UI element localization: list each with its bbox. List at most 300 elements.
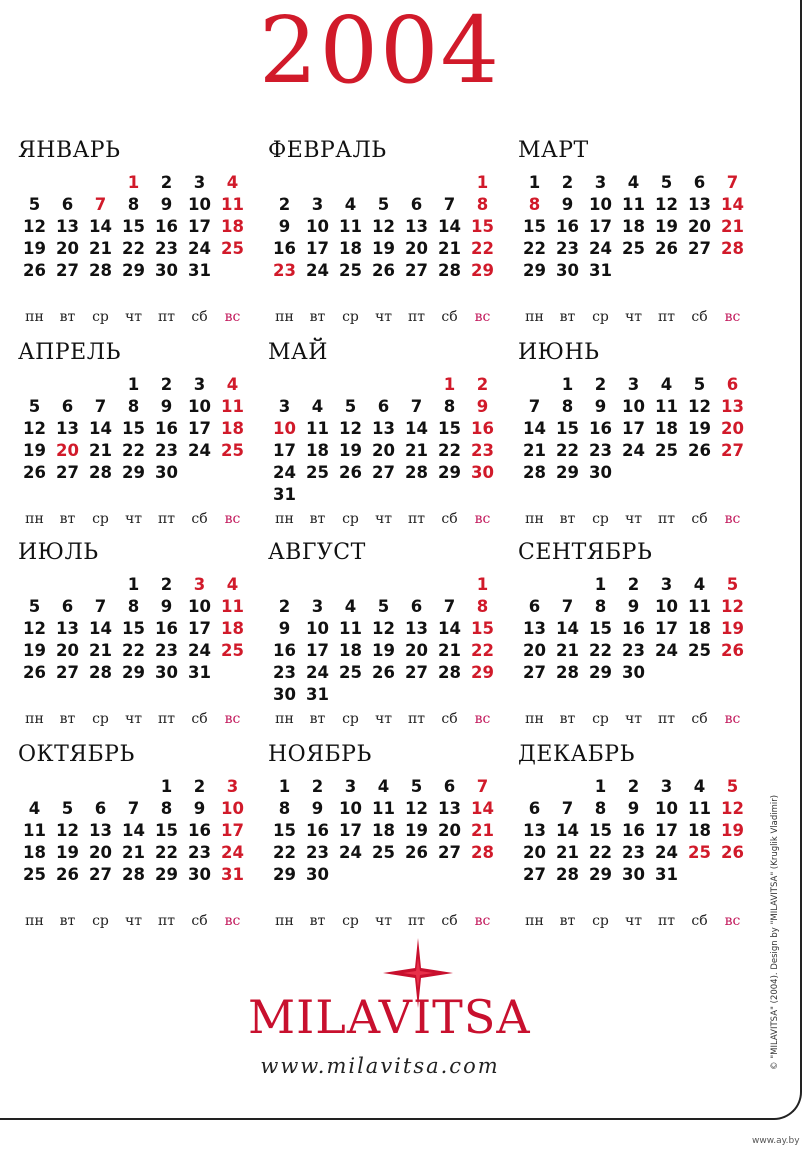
week-row <box>268 798 504 820</box>
weekday-label: вс <box>724 913 741 929</box>
day-cell: 24 <box>306 261 329 280</box>
day-cell: 4 <box>28 799 41 818</box>
weekday-label: ср <box>342 711 359 727</box>
weekday-label: сб <box>191 511 208 527</box>
weekday-label: ср <box>92 511 109 527</box>
day-cell: 22 <box>589 843 612 862</box>
day-cell: 25 <box>622 239 645 258</box>
month-day-grid <box>268 776 504 929</box>
day-cell: 16 <box>155 619 178 638</box>
weekday-label: вт <box>559 913 576 929</box>
day-cell: 29 <box>122 261 145 280</box>
day-cell: 10 <box>589 195 612 214</box>
day-cell: 5 <box>410 777 423 796</box>
day-cell: 15 <box>471 217 494 236</box>
day-cell: 25 <box>372 843 395 862</box>
day-cell: 17 <box>655 619 678 638</box>
weekday-label: вс <box>474 913 491 929</box>
month-day-grid <box>18 172 254 325</box>
day-cell: 14 <box>122 821 145 840</box>
day-cell: 16 <box>306 821 329 840</box>
day-cell: 26 <box>721 843 744 862</box>
day-cell: 3 <box>193 173 206 192</box>
day-cell: 28 <box>438 261 461 280</box>
day-cell: 21 <box>89 441 112 460</box>
day-cell: 26 <box>23 261 46 280</box>
day-cell: 20 <box>523 843 546 862</box>
day-cell: 6 <box>443 777 456 796</box>
month-name: АПРЕЛЬ <box>18 340 121 365</box>
day-cell: 1 <box>127 173 140 192</box>
day-cell: 12 <box>688 397 711 416</box>
weekday-label: вт <box>59 511 76 527</box>
day-cell: 2 <box>594 375 607 394</box>
weekday-label: чт <box>624 913 642 929</box>
week-row <box>268 574 504 596</box>
year-title: 2004 <box>258 0 502 104</box>
weekday-labels-row <box>268 308 504 330</box>
day-cell: 25 <box>688 641 711 660</box>
day-cell: 3 <box>311 597 324 616</box>
day-cell: 9 <box>627 799 640 818</box>
weekday-label: пт <box>657 511 676 527</box>
weekday-label: ср <box>92 309 109 325</box>
weekday-labels-row <box>268 912 504 934</box>
weekday-labels-row <box>18 912 254 934</box>
weekday-label: пн <box>25 309 44 325</box>
day-cell: 23 <box>188 843 211 862</box>
day-cell: 27 <box>56 261 79 280</box>
weekday-label: вт <box>559 711 576 727</box>
day-cell: 30 <box>589 463 612 482</box>
weekday-label: чт <box>124 309 142 325</box>
week-row <box>268 396 504 418</box>
day-cell: 17 <box>306 641 329 660</box>
day-cell: 11 <box>339 619 362 638</box>
day-cell: 19 <box>372 641 395 660</box>
day-cell: 11 <box>372 799 395 818</box>
day-cell: 16 <box>589 419 612 438</box>
day-cell: 15 <box>273 821 296 840</box>
day-cell: 3 <box>660 777 673 796</box>
day-cell: 28 <box>89 463 112 482</box>
day-cell: 15 <box>589 821 612 840</box>
day-cell: 26 <box>405 843 428 862</box>
day-cell: 31 <box>188 261 211 280</box>
day-cell: 24 <box>188 239 211 258</box>
month-block <box>18 340 258 540</box>
weekday-label: сб <box>441 913 458 929</box>
day-cell: 10 <box>306 619 329 638</box>
day-cell: 3 <box>193 375 206 394</box>
week-row <box>268 618 504 640</box>
day-cell: 16 <box>155 217 178 236</box>
weekday-labels-row <box>18 308 254 330</box>
weekday-label: вт <box>309 913 326 929</box>
day-cell: 14 <box>556 619 579 638</box>
month-block <box>18 138 258 338</box>
day-cell: 28 <box>471 843 494 862</box>
day-cell: 24 <box>188 641 211 660</box>
day-cell: 28 <box>89 663 112 682</box>
day-cell: 2 <box>627 777 640 796</box>
day-cell: 4 <box>226 173 239 192</box>
day-cell: 6 <box>726 375 739 394</box>
weekday-labels-row <box>18 510 254 532</box>
day-cell: 31 <box>589 261 612 280</box>
week-row <box>18 798 254 820</box>
day-cell: 21 <box>122 843 145 862</box>
weekday-label: пн <box>275 711 294 727</box>
day-cell: 27 <box>405 663 428 682</box>
day-cell: 17 <box>622 419 645 438</box>
watermark: www.ay.by <box>752 1136 800 1146</box>
day-cell: 30 <box>306 865 329 884</box>
day-cell: 26 <box>721 641 744 660</box>
week-row <box>18 238 254 260</box>
day-cell: 2 <box>160 173 173 192</box>
day-cell: 6 <box>61 397 74 416</box>
day-cell: 30 <box>622 865 645 884</box>
day-cell: 8 <box>160 799 173 818</box>
day-cell: 13 <box>56 217 79 236</box>
day-cell: 17 <box>188 217 211 236</box>
weekday-label: ср <box>92 913 109 929</box>
day-cell: 2 <box>160 575 173 594</box>
day-cell: 30 <box>155 463 178 482</box>
day-cell: 18 <box>23 843 46 862</box>
weekday-label: пт <box>407 711 426 727</box>
weekday-label: вт <box>59 913 76 929</box>
week-row <box>268 684 504 706</box>
day-cell: 11 <box>339 217 362 236</box>
weekday-labels-row <box>268 510 504 532</box>
day-cell: 17 <box>188 619 211 638</box>
weekday-label: вс <box>224 913 241 929</box>
day-cell: 19 <box>688 419 711 438</box>
weekday-label: вс <box>474 309 491 325</box>
week-row <box>518 864 754 886</box>
week-row <box>518 396 754 418</box>
day-cell: 13 <box>523 821 546 840</box>
day-cell: 23 <box>306 843 329 862</box>
day-cell: 25 <box>23 865 46 884</box>
day-cell: 24 <box>188 441 211 460</box>
week-row <box>18 260 254 282</box>
month-name: МАРТ <box>518 138 589 163</box>
weekday-label: вс <box>724 511 741 527</box>
weekday-label: ср <box>592 711 609 727</box>
day-cell: 4 <box>693 575 706 594</box>
weekday-label: пн <box>525 913 544 929</box>
day-cell: 3 <box>594 173 607 192</box>
weekday-label: пн <box>275 309 294 325</box>
day-cell: 3 <box>627 375 640 394</box>
day-cell: 13 <box>405 619 428 638</box>
day-cell: 28 <box>556 663 579 682</box>
month-block <box>268 540 508 740</box>
day-cell: 18 <box>655 419 678 438</box>
week-row <box>18 574 254 596</box>
day-cell: 4 <box>311 397 324 416</box>
day-cell: 22 <box>589 641 612 660</box>
day-cell: 5 <box>377 195 390 214</box>
day-cell: 6 <box>94 799 107 818</box>
weekday-label: ср <box>592 511 609 527</box>
week-row <box>268 238 504 260</box>
weekday-label: вт <box>309 309 326 325</box>
day-cell: 11 <box>306 419 329 438</box>
day-cell: 24 <box>339 843 362 862</box>
day-cell: 9 <box>561 195 574 214</box>
week-row <box>518 618 754 640</box>
week-row <box>268 194 504 216</box>
day-cell: 4 <box>226 575 239 594</box>
week-row <box>18 640 254 662</box>
day-cell: 24 <box>655 641 678 660</box>
week-row <box>18 618 254 640</box>
day-cell: 16 <box>622 619 645 638</box>
weekday-label: вс <box>224 309 241 325</box>
month-day-grid <box>18 374 254 527</box>
day-cell: 28 <box>122 865 145 884</box>
day-cell: 11 <box>221 397 244 416</box>
day-cell: 20 <box>56 441 79 460</box>
day-cell: 5 <box>726 575 739 594</box>
day-cell: 28 <box>523 463 546 482</box>
weekday-label: вс <box>224 711 241 727</box>
month-block <box>518 340 758 540</box>
day-cell: 9 <box>476 397 489 416</box>
day-cell: 6 <box>528 799 541 818</box>
day-cell: 25 <box>339 663 362 682</box>
day-cell: 18 <box>622 217 645 236</box>
day-cell: 26 <box>372 261 395 280</box>
weekday-label: пт <box>157 511 176 527</box>
day-cell: 6 <box>528 597 541 616</box>
day-cell: 2 <box>193 777 206 796</box>
weekday-labels-row <box>518 308 754 330</box>
day-cell: 19 <box>23 239 46 258</box>
day-cell: 1 <box>160 777 173 796</box>
weekday-label: вс <box>474 711 491 727</box>
day-cell: 12 <box>655 195 678 214</box>
day-cell: 12 <box>56 821 79 840</box>
day-cell: 3 <box>311 195 324 214</box>
day-cell: 8 <box>476 597 489 616</box>
weekday-label: пн <box>525 511 544 527</box>
day-cell: 18 <box>306 441 329 460</box>
day-cell: 4 <box>226 375 239 394</box>
day-cell: 30 <box>556 261 579 280</box>
day-cell: 23 <box>273 261 296 280</box>
day-cell: 29 <box>471 663 494 682</box>
day-cell: 16 <box>273 239 296 258</box>
day-cell: 7 <box>127 799 140 818</box>
week-row <box>518 260 754 282</box>
month-day-grid <box>518 574 754 727</box>
day-cell: 6 <box>410 597 423 616</box>
day-cell: 31 <box>188 663 211 682</box>
week-row <box>268 776 504 798</box>
day-cell: 9 <box>160 597 173 616</box>
month-name: МАЙ <box>268 340 328 365</box>
day-cell: 15 <box>122 619 145 638</box>
month-name: ОКТЯБРЬ <box>18 742 135 767</box>
day-cell: 19 <box>23 441 46 460</box>
day-cell: 26 <box>56 865 79 884</box>
day-cell: 9 <box>627 597 640 616</box>
weekday-labels-row <box>18 710 254 732</box>
day-cell: 26 <box>372 663 395 682</box>
day-cell: 26 <box>339 463 362 482</box>
day-cell: 4 <box>377 777 390 796</box>
day-cell: 24 <box>655 843 678 862</box>
day-cell: 25 <box>688 843 711 862</box>
day-cell: 27 <box>721 441 744 460</box>
day-cell: 29 <box>471 261 494 280</box>
day-cell: 1 <box>561 375 574 394</box>
day-cell: 26 <box>23 663 46 682</box>
day-cell: 4 <box>660 375 673 394</box>
day-cell: 17 <box>273 441 296 460</box>
day-cell: 18 <box>221 217 244 236</box>
day-cell: 28 <box>721 239 744 258</box>
day-cell: 18 <box>221 419 244 438</box>
day-cell: 18 <box>221 619 244 638</box>
weekday-label: сб <box>191 309 208 325</box>
day-cell: 23 <box>273 663 296 682</box>
week-row <box>268 842 504 864</box>
day-cell: 20 <box>523 641 546 660</box>
day-cell: 16 <box>556 217 579 236</box>
day-cell: 15 <box>471 619 494 638</box>
day-cell: 10 <box>273 419 296 438</box>
day-cell: 3 <box>226 777 239 796</box>
day-cell: 13 <box>372 419 395 438</box>
weekday-label: пт <box>407 511 426 527</box>
day-cell: 21 <box>438 641 461 660</box>
day-cell: 29 <box>438 463 461 482</box>
day-cell: 1 <box>127 575 140 594</box>
day-cell: 1 <box>127 375 140 394</box>
month-name: ЯНВАРЬ <box>18 138 121 163</box>
day-cell: 3 <box>278 397 291 416</box>
day-cell: 23 <box>471 441 494 460</box>
day-cell: 12 <box>721 799 744 818</box>
weekday-label: пт <box>157 711 176 727</box>
week-row <box>518 776 754 798</box>
week-row <box>268 260 504 282</box>
day-cell: 21 <box>89 641 112 660</box>
weekday-label: пт <box>157 913 176 929</box>
day-cell: 14 <box>438 619 461 638</box>
day-cell: 29 <box>122 463 145 482</box>
day-cell: 12 <box>721 597 744 616</box>
day-cell: 15 <box>122 419 145 438</box>
weekday-label: ср <box>592 913 609 929</box>
weekday-label: сб <box>191 913 208 929</box>
day-cell: 12 <box>23 419 46 438</box>
day-cell: 6 <box>377 397 390 416</box>
weekday-label: чт <box>624 511 642 527</box>
week-row <box>518 418 754 440</box>
day-cell: 9 <box>160 195 173 214</box>
day-cell: 27 <box>688 239 711 258</box>
day-cell: 23 <box>556 239 579 258</box>
day-cell: 11 <box>688 597 711 616</box>
day-cell: 6 <box>61 195 74 214</box>
day-cell: 29 <box>589 663 612 682</box>
day-cell: 16 <box>273 641 296 660</box>
day-cell: 13 <box>56 419 79 438</box>
day-cell: 9 <box>160 397 173 416</box>
weekday-labels-row <box>268 710 504 732</box>
day-cell: 10 <box>188 397 211 416</box>
weekday-label: чт <box>374 913 392 929</box>
weekday-label: пн <box>275 511 294 527</box>
day-cell: 2 <box>561 173 574 192</box>
day-cell: 16 <box>622 821 645 840</box>
weekday-label: вс <box>724 711 741 727</box>
day-cell: 18 <box>688 619 711 638</box>
day-cell: 20 <box>56 239 79 258</box>
month-day-grid <box>18 574 254 727</box>
weekday-label: чт <box>124 511 142 527</box>
weekday-labels-row <box>518 912 754 934</box>
day-cell: 2 <box>627 575 640 594</box>
month-day-grid <box>268 172 504 325</box>
weekday-label: сб <box>691 913 708 929</box>
month-block <box>518 138 758 338</box>
week-row <box>518 440 754 462</box>
website-url[interactable]: www.milavitsa.com <box>260 1054 500 1078</box>
weekday-label: пн <box>25 711 44 727</box>
day-cell: 27 <box>56 663 79 682</box>
month-day-grid <box>518 172 754 325</box>
day-cell: 24 <box>221 843 244 862</box>
day-cell: 22 <box>556 441 579 460</box>
day-cell: 21 <box>556 641 579 660</box>
day-cell: 5 <box>726 777 739 796</box>
weekday-label: сб <box>691 309 708 325</box>
day-cell: 23 <box>155 641 178 660</box>
day-cell: 18 <box>339 239 362 258</box>
day-cell: 14 <box>89 419 112 438</box>
day-cell: 13 <box>438 799 461 818</box>
day-cell: 10 <box>306 217 329 236</box>
month-block <box>268 138 508 338</box>
day-cell: 12 <box>339 419 362 438</box>
day-cell: 21 <box>89 239 112 258</box>
weekday-label: ср <box>342 913 359 929</box>
day-cell: 17 <box>221 821 244 840</box>
weekday-label: вт <box>309 711 326 727</box>
week-row <box>518 842 754 864</box>
day-cell: 28 <box>438 663 461 682</box>
weekday-label: вт <box>559 511 576 527</box>
day-cell: 5 <box>344 397 357 416</box>
day-cell: 29 <box>556 463 579 482</box>
weekday-label: пт <box>407 309 426 325</box>
day-cell: 21 <box>523 441 546 460</box>
day-cell: 7 <box>94 597 107 616</box>
day-cell: 20 <box>372 441 395 460</box>
day-cell: 4 <box>627 173 640 192</box>
month-name: НОЯБРЬ <box>268 742 372 767</box>
week-row <box>518 820 754 842</box>
weekday-label: ср <box>92 711 109 727</box>
